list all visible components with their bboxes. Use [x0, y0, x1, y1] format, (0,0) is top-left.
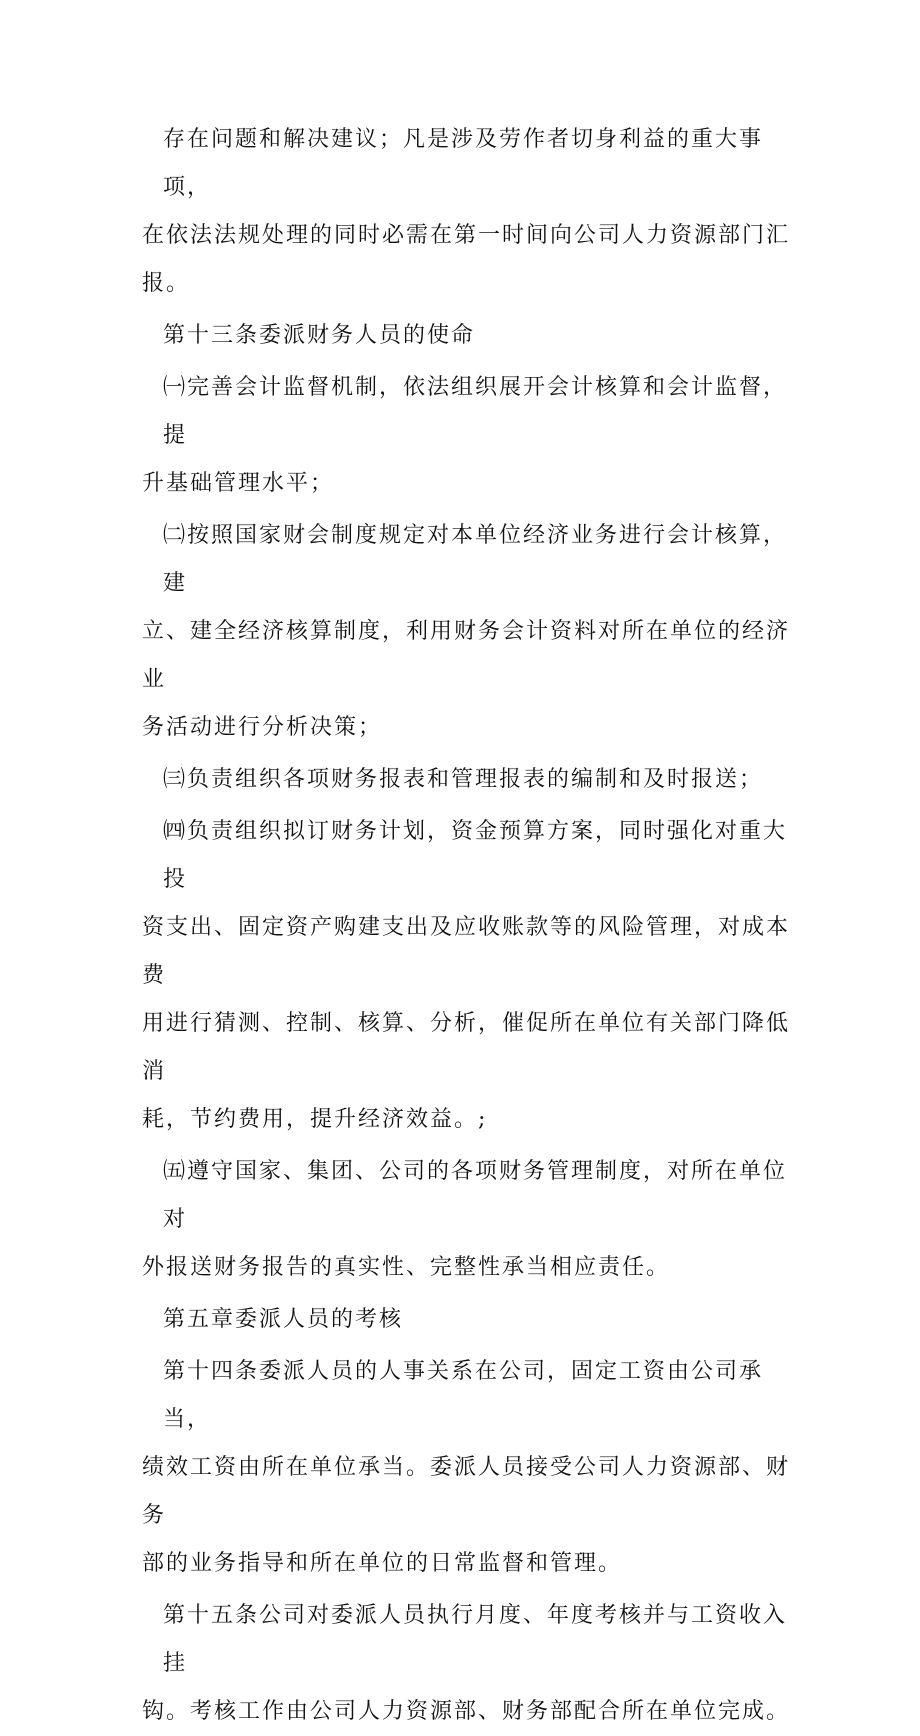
text-line: 在依法法规处理的同时必需在第一时间向公司人力资源部门汇 — [142, 223, 791, 248]
text-line: 绩效工资由所在单位承当。委派人员接受公司人力资源部、财务 — [142, 1455, 791, 1528]
text-line: 升基础管理水平； — [142, 471, 335, 496]
text-line: 资支出、固定资产购建支出及应收账款等的风险管理，对成本费 — [142, 915, 791, 988]
text-line: 外报送财务报告的真实性、完整性承当相应责任。 — [142, 1255, 671, 1280]
text-line: 存在问题和解决建议；凡是涉及劳作者切身利益的重大事项， — [163, 127, 764, 200]
text-line: 第十五条公司对委派人员执行月度、年度考核并与工资收入挂 — [163, 1603, 788, 1676]
text-line: ㈢负责组织各项财务报表和管理报表的编制和及时报送； — [163, 767, 764, 792]
text-line: ㈡按照国家财会制度规定对本单位经济业务进行会计核算，建 — [163, 523, 788, 596]
paragraph-p3 — [142, 364, 793, 508]
text-line: ㈤遵守国家、集团、公司的各项财务管理制度，对所在单位对 — [163, 1159, 788, 1232]
text-line: 报。 — [142, 271, 191, 296]
paragraph-p6 — [142, 808, 793, 1144]
document-body — [142, 116, 793, 1736]
paragraph-p8 — [163, 1296, 793, 1344]
text-line: 第五章委派人员的考核 — [163, 1307, 404, 1332]
paragraph-p7 — [142, 1148, 793, 1292]
text-line: 第十四条委派人员的人事关系在公司，固定工资由公司承当， — [163, 1359, 764, 1432]
text-line: 用进行猜测、控制、核算、分析，催促所在单位有关部门降低消 — [142, 1011, 791, 1084]
text-line: 耗，节约费用，提升经济效益。; — [142, 1107, 488, 1132]
paragraph-p10 — [142, 1592, 793, 1736]
text-line: ㈣负责组织拟订财务计划，资金预算方案，同时强化对重大投 — [163, 819, 788, 892]
text-line: 第十三条委派财务人员的使命 — [163, 323, 476, 348]
paragraph-p9 — [142, 1348, 793, 1588]
paragraph-p1 — [142, 116, 793, 308]
paragraph-p2 — [163, 312, 793, 360]
text-line: 立、建全经济核算制度，利用财务会计资料对所在单位的经济业 — [142, 619, 791, 692]
text-line: 部的业务指导和所在单位的日常监督和管理。 — [142, 1551, 623, 1576]
text-line: ㈠完善会计监督机制，依法组织展开会计核算和会计监督，提 — [163, 375, 788, 448]
paragraph-p5 — [163, 756, 793, 804]
text-line: 务活动进行分析决策； — [142, 715, 383, 740]
paragraph-p4 — [142, 512, 793, 752]
text-line: 钩。考核工作由公司人力资源部、财务部配合所在单位完成。 — [142, 1699, 791, 1724]
